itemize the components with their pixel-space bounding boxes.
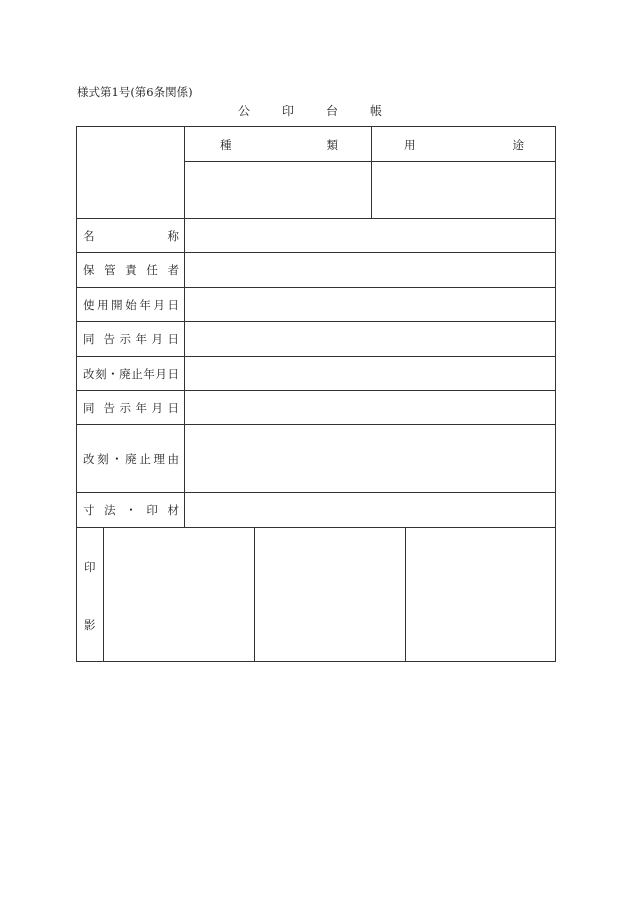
custodian-field[interactable] — [185, 253, 556, 287]
size-material-field[interactable] — [185, 493, 556, 527]
row-label-notice-date: 同 告 示 年 月 日 — [83, 332, 179, 346]
row-label-revision-date: 改 刻 ・ 廃 止 年 月 日 — [83, 367, 179, 381]
start-date-field[interactable] — [185, 288, 556, 321]
impression-box-2[interactable] — [255, 528, 405, 662]
notice-date-field-2[interactable] — [185, 391, 556, 424]
impression-box-1[interactable] — [104, 528, 254, 662]
form-number: 様式第1号(第6条関係) — [77, 85, 193, 99]
row-label-custodian: 保 管 責 任 者 — [83, 263, 179, 277]
revision-date-field[interactable] — [185, 357, 556, 390]
title-char: 台 — [326, 104, 339, 118]
row-label-start-date: 使 用 開 始 年 月 日 — [83, 298, 179, 312]
notice-date-field[interactable] — [185, 322, 556, 356]
row-label-size-material: 寸 法 ・ 印 材 — [83, 503, 179, 517]
use-header: 用 途 — [404, 138, 524, 152]
impression-label-char-2: 影 — [84, 618, 96, 632]
revision-reason-field[interactable] — [185, 425, 556, 492]
form-title — [238, 102, 382, 119]
title-char: 公 — [238, 104, 251, 118]
title-char: 印 — [282, 104, 295, 118]
row-label-notice-date-2: 同 告 示 年 月 日 — [83, 401, 179, 415]
row-label-revision-reason: 改 刻 ・ 廃 止 理 由 — [83, 452, 179, 466]
type-header: 種 類 — [220, 138, 338, 152]
type-field[interactable] — [185, 162, 371, 218]
row-label-name: 名 称 — [83, 229, 179, 243]
title-char: 帳 — [370, 104, 383, 118]
impression-box-3[interactable] — [406, 528, 556, 662]
impression-label-char-1: 印 — [84, 560, 96, 574]
seal-register-table — [76, 126, 556, 662]
use-field[interactable] — [372, 162, 556, 218]
name-field[interactable] — [185, 219, 556, 252]
